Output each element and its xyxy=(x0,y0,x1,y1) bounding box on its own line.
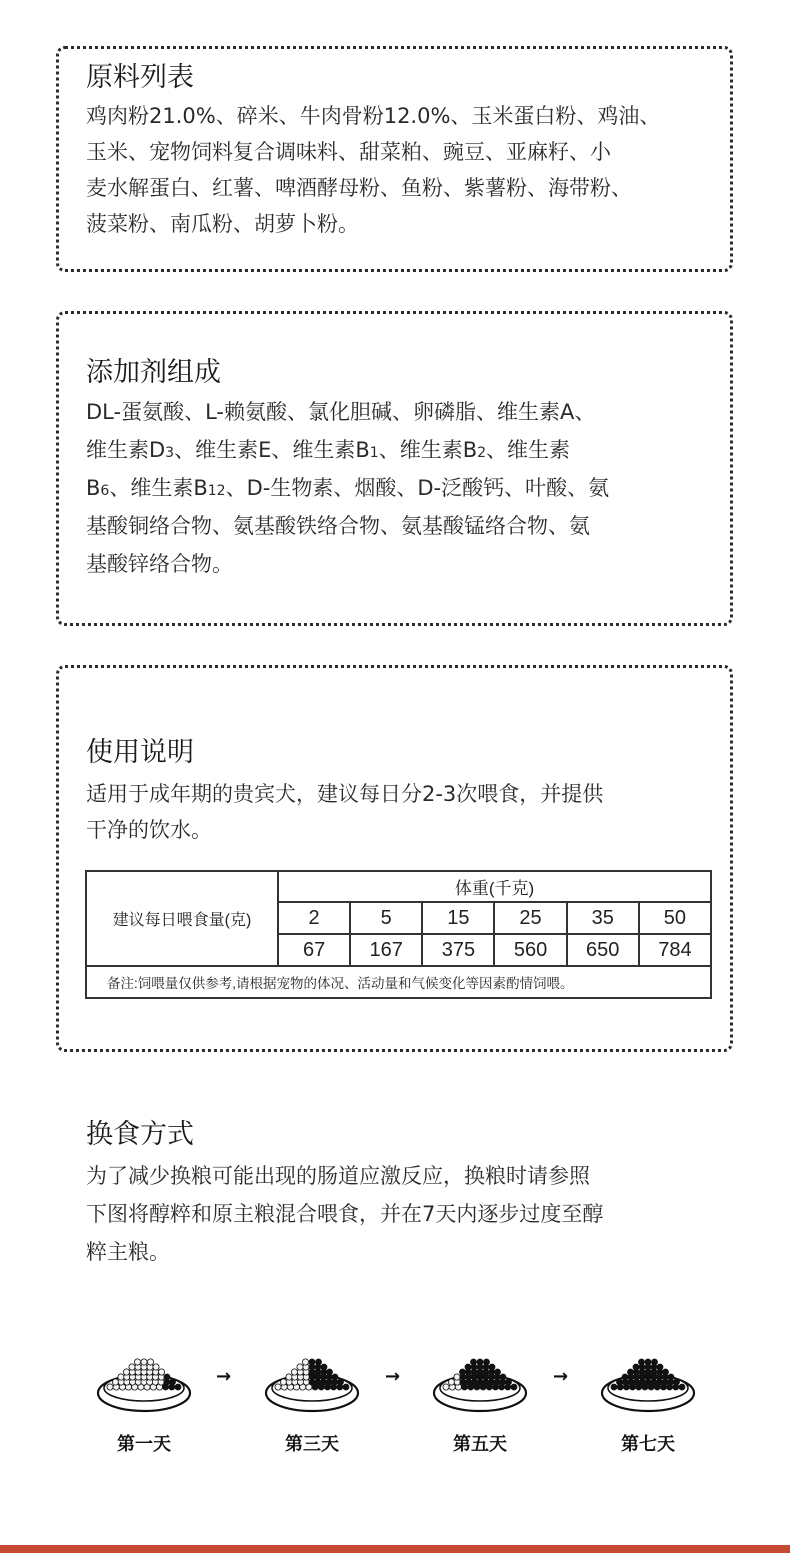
table-row xyxy=(86,966,711,998)
bowl-icon xyxy=(598,1345,698,1415)
bowl-icon xyxy=(430,1345,530,1415)
switching-line: 下图将醇粹和原主粮混合喂食，并在7天内逐步过度至醇 xyxy=(86,1202,604,1226)
text-segment: 、D-生物素、烟酸、D-泛酸钙、叶酸、氨 xyxy=(225,476,610,500)
text-segment: B xyxy=(86,476,101,500)
usage-line: 适用于成年期的贵宾犬，建议每日分2-3次喂食，并提供 xyxy=(86,782,604,806)
subscript: 3 xyxy=(165,445,175,461)
step-label: 第七天 xyxy=(621,1434,675,1455)
amount-cell: 167 xyxy=(350,934,422,966)
table-row xyxy=(86,871,711,902)
switching-text xyxy=(86,1157,708,1271)
ingredients-line: 菠菜粉、南瓜粉、胡萝卜粉。 xyxy=(86,212,359,236)
weight-cell: 15 xyxy=(422,902,494,934)
weight-cell: 50 xyxy=(639,902,711,934)
weight-cell: 35 xyxy=(567,902,639,934)
switching-title: 换食方式 xyxy=(86,1119,194,1150)
subscript: 12 xyxy=(207,483,226,499)
weight-header-cell: 体重(千克) xyxy=(278,871,711,902)
usage-line: 干净的饮水。 xyxy=(86,818,212,842)
subscript: 2 xyxy=(477,445,487,461)
additives-title: 添加剂组成 xyxy=(86,357,221,388)
arrow-icon: → xyxy=(385,1366,401,1387)
amount-cell: 784 xyxy=(639,934,711,966)
text-segment: 、维生素E、维生素B xyxy=(174,438,370,462)
step-label: 第五天 xyxy=(453,1434,507,1455)
food-bowl-day5 xyxy=(430,1345,530,1415)
step-label: 第三天 xyxy=(285,1434,339,1455)
food-bowl-day1 xyxy=(94,1345,194,1415)
usage-title: 使用说明 xyxy=(86,737,194,768)
weight-cell: 2 xyxy=(278,902,350,934)
weight-cell: 5 xyxy=(350,902,422,934)
ingredients-title: 原料列表 xyxy=(86,62,194,93)
additives-line: 基酸锌络合物。 xyxy=(86,552,233,576)
step-label: 第一天 xyxy=(117,1434,171,1455)
additives-line: DL-蛋氨酸、L-赖氨酸、氯化胆碱、卵磷脂、维生素A、 xyxy=(86,400,596,424)
row-label-cell: 建议每日喂食量(克) xyxy=(86,871,278,966)
text-segment: 、维生素B xyxy=(109,476,208,500)
amount-cell: 650 xyxy=(567,934,639,966)
food-bowl-day7 xyxy=(598,1345,698,1415)
text-segment: 、维生素B xyxy=(378,438,478,462)
additives-text xyxy=(86,394,708,582)
text-segment: 、维生素 xyxy=(486,438,571,462)
subscript: 1 xyxy=(369,445,379,461)
food-bowl-day3 xyxy=(262,1345,362,1415)
subscript: 6 xyxy=(100,483,110,499)
switching-line: 粹主粮。 xyxy=(86,1240,170,1264)
bowl-icon xyxy=(262,1345,362,1415)
ingredients-text xyxy=(86,98,708,242)
footer-accent-bar xyxy=(0,1545,790,1553)
amount-cell: 67 xyxy=(278,934,350,966)
bowl-icon xyxy=(94,1345,194,1415)
additives-line xyxy=(86,470,708,506)
arrow-icon: → xyxy=(553,1366,569,1387)
ingredients-line: 麦水解蛋白、红薯、啤酒酵母粉、鱼粉、紫薯粉、海带粉、 xyxy=(86,176,632,200)
weight-cell: 25 xyxy=(494,902,566,934)
arrow-icon: → xyxy=(216,1366,232,1387)
text-segment: 维生素D xyxy=(86,438,166,462)
switching-line: 为了减少换粮可能出现的肠道应激反应，换粮时请参照 xyxy=(86,1164,590,1188)
table-note: 备注:饲喂量仅供参考,请根据宠物的体况、活动量和气候变化等因素酌情饲喂。 xyxy=(86,966,711,998)
additives-line xyxy=(86,432,708,468)
usage-text xyxy=(86,776,708,848)
ingredients-line: 鸡肉粉21.0%、碎米、牛肉骨粉12.0%、玉米蛋白粉、鸡油、 xyxy=(86,104,661,128)
ingredients-line: 玉米、宠物饲料复合调味料、甜菜粕、豌豆、亚麻籽、小 xyxy=(86,140,611,164)
additives-line: 基酸铜络合物、氨基酸铁络合物、氨基酸锰络合物、氨 xyxy=(86,514,590,538)
amount-cell: 560 xyxy=(494,934,566,966)
feeding-table xyxy=(85,870,712,999)
amount-cell: 375 xyxy=(422,934,494,966)
